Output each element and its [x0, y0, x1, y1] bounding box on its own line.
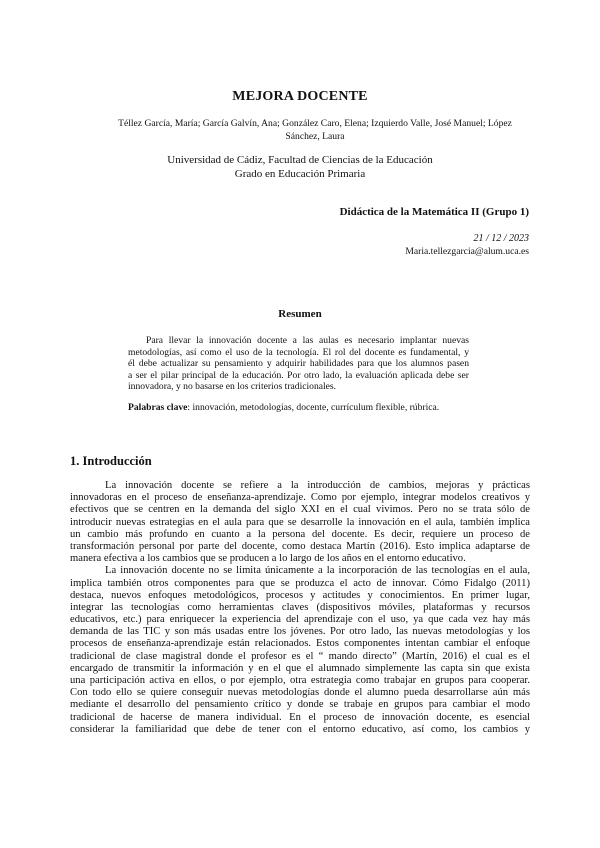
abstract-line: Para llevar la innovación docente a las aulas es necesario implantar nuevas [146, 335, 469, 346]
affiliation-degree: Grado en Educación Primaria [234, 168, 366, 180]
paragraph-line: educativos, etc.) para enriquecer la experiencia del aprendizaje con el uso, ya que cada vez hay más [70, 614, 530, 626]
paragraph-line: encargado de transmitir la información y en el que el alumnado simplemente las capta sin que exista [70, 662, 530, 674]
abstract-text [128, 335, 469, 393]
paragraph-line: considerar la familiaridad que debe de tener con el entorno educativo, así como, los cambios y [70, 723, 530, 735]
section-body [70, 480, 530, 736]
paragraph-line: integrar las tecnologías como herramientas claves (dispositivos móviles, plataformas y recursos [70, 601, 530, 613]
paragraph-line: un cambio más profundo en cuanto a la persona del docente. Es decir, requiere un proceso de [70, 528, 530, 540]
paragraph-line: innovadoras en el proceso de enseñanza-aprendizaje. Como por ejemplo, integrar modelos creativos y [70, 492, 530, 504]
paragraph-line: manera efectiva a los cambios que se producen a lo largo de los años en el entorno educativo. [70, 553, 466, 565]
keywords-label: Palabras clave [128, 402, 188, 413]
date: 21 / 12 / 2023 [473, 233, 529, 244]
paragraph-line: implica también otros componentes para que se produzca el acto de innovar. Cómo Fidalgo (2011) [70, 577, 530, 589]
document-title: MEJORA DOCENTE [232, 89, 368, 104]
course-name: Didáctica de la Matemática II (Grupo 1) [339, 206, 529, 218]
paragraph-line: introducir nuevas estrategias en el aula para que se desarrolle la innovación en el aula, también implica [70, 516, 530, 528]
abstract-line: a ser el pilar principal de la educación. Por otro lado, la evaluación aplicada debe ser [128, 369, 469, 381]
abstract-heading: Resumen [278, 308, 322, 320]
section-heading: 1. Introducción [70, 454, 152, 468]
authors: Téllez García, María; García Galvín, Ana; González Caro, Elena; Izquierdo Valle, José Manuel; López Sánchez, Laura [118, 118, 512, 142]
abstract-line: él debe actualizar su pensamiento y adquirir habilidades para que los alumnos pasen [128, 358, 469, 369]
abstract-line: metodologías, así como el uso de la tecnología. El rol del docente es fundamental, y [128, 346, 469, 358]
paragraph-line: La innovación docente no se limita únicamente a la incorporación de las tecnologías en el aula, [105, 565, 530, 577]
paragraph-line: destaca, nuevos enfoques metodológicos, procesos y actitudes y conocimientos. En primer lugar, [70, 589, 530, 601]
affiliation-university: Universidad de Cádiz, Facultad de Ciencias de la Educación [167, 154, 433, 166]
paragraph-line: transformación personal por parte del docente, como destaca Martín (2016). Esto implica adaptarse de [70, 540, 530, 552]
abstract-line: innovadora, y no basarse en los criterios tradicionales. [128, 381, 337, 392]
paragraph-line: tradicional de hacerse de manera individual. En el proceso de innovación docente, es esencial [70, 711, 530, 723]
email: Maria.tellezgarcia@alum.uca.es [405, 246, 529, 257]
paragraph-line: procesos de enseñanza-aprendizaje están relacionados. Estos componentes intentan cambiar el enfoque [70, 638, 530, 650]
paragraph-line: demanda de las TIC y son más usadas entre los jóvenes. Por otro lado, las nuevas metodologías y los [70, 626, 530, 638]
keywords-list: : innovación, metodologías, docente, currículum flexible, rúbrica. [187, 402, 440, 413]
paragraph-line: mediante el desarrollo del pensamiento crítico y donde se trabaje en grupos para cambiar el modo [70, 699, 530, 711]
affiliation [0, 153, 600, 181]
paragraph-line: tradicional de clase magistral donde el profesor es el “ mando directo” (Martín, 2016) el cual es el [70, 650, 530, 662]
keywords [128, 402, 488, 413]
paragraph-line: efectivos que se centren en la demanda del siglo XXI en el cual vivimos. Pero no se trata sólo de [70, 504, 530, 516]
paragraph-line: La innovación docente se refiere a la introducción de cambios, mejoras y prácticas [105, 480, 530, 491]
paragraph-line: Con todo ello se quiere conseguir nuevas metodologías donde el alumno pueda desarrollarse aún más [70, 687, 530, 699]
paragraph-line: una participación activa en ellos, o por ejemplo, otra estrategia como trabajar en grupos para cooperar. [70, 675, 530, 686]
